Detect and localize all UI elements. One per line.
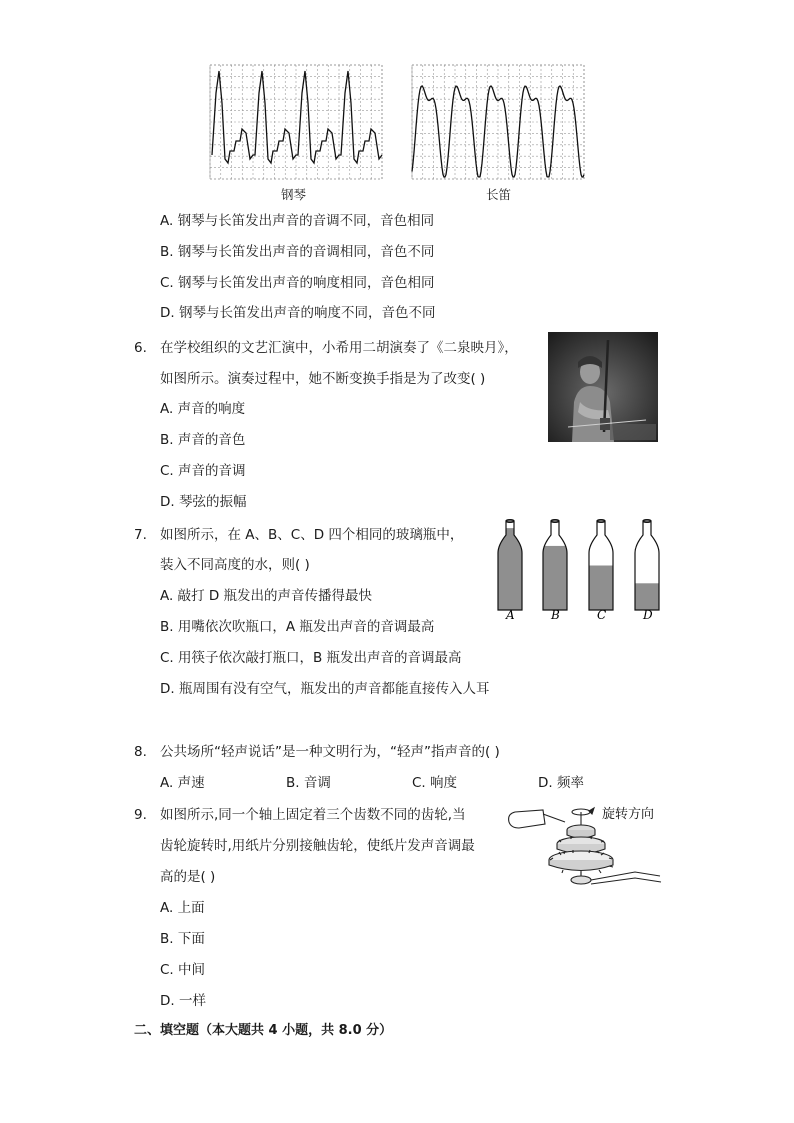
q9-stem-line1: 如图所示,同一个轴上固定着三个齿数不同的齿轮,当 bbox=[160, 807, 466, 823]
q7-option-c: C. 用筷子依次敲打瓶口，B 瓶发出声音的音调最高 bbox=[160, 650, 462, 666]
q5-option-b: B. 钢琴与长笛发出声音的音调相同，音色不同 bbox=[160, 244, 435, 260]
q8-option-b: B. 音调 bbox=[286, 775, 331, 791]
q9-option-c: C. 中间 bbox=[160, 962, 206, 978]
q8-number: 8. bbox=[134, 744, 147, 760]
q6-stem-line1: 在学校组织的文艺汇演中，小希用二胡演奏了《二泉映月》， bbox=[160, 340, 518, 356]
q6-option-c: C. 声音的音调 bbox=[160, 463, 246, 479]
flute-caption: 长笛 bbox=[486, 187, 512, 202]
bottle-label-c: C bbox=[597, 608, 607, 622]
section-heading: 二、填空题（本大题共 4 小题，共 8.0 分） bbox=[134, 1023, 393, 1038]
bottle-c bbox=[588, 520, 614, 623]
bottle-label-a: A bbox=[506, 608, 515, 622]
q6-option-d: D. 琴弦的振幅 bbox=[160, 494, 247, 510]
bottle-label-b: B bbox=[551, 608, 560, 622]
q7-option-d: D. 瓶周围有没有空气，瓶发出的声音都能直接传入人耳 bbox=[160, 681, 490, 697]
q8-option-d: D. 频率 bbox=[538, 775, 584, 791]
water-fill-d bbox=[634, 583, 660, 610]
flute-waveform-figure bbox=[410, 63, 586, 181]
q9-option-b: B. 下面 bbox=[160, 931, 205, 947]
rotation-direction-label: 旋转方向 bbox=[602, 807, 655, 822]
q8-stem: 公共场所“轻声说话”是一种文明行为，“轻声”指声音的( ) bbox=[160, 744, 500, 760]
q7-stem-line1: 如图所示，在 A、B、C、D 四个相同的玻璃瓶中， bbox=[160, 527, 464, 543]
bottle-a bbox=[497, 520, 523, 623]
q6-stem-line2: 如图所示。演奏过程中，她不断变换手指是为了改变( ) bbox=[160, 371, 486, 387]
q6-option-a: A. 声音的响度 bbox=[160, 401, 246, 417]
q6-option-b: B. 声音的音色 bbox=[160, 432, 246, 448]
piano-waveform-figure bbox=[208, 63, 384, 181]
q6-number: 6. bbox=[134, 340, 147, 356]
q8-option-a: A. 声速 bbox=[160, 775, 205, 791]
q9-option-a: A. 上面 bbox=[160, 900, 205, 916]
bottles-figure bbox=[490, 515, 670, 625]
q7-number: 7. bbox=[134, 527, 147, 543]
erhu-player-photo bbox=[548, 332, 658, 442]
bottle-b bbox=[542, 520, 568, 623]
q5-option-c: C. 钢琴与长笛发出声音的响度相同，音色相同 bbox=[160, 275, 435, 291]
q5-option-d: D. 钢琴与长笛发出声音的响度不同，音色不同 bbox=[160, 305, 436, 321]
q9-number: 9. bbox=[134, 807, 147, 823]
q7-option-a: A. 敲打 D 瓶发出的声音传播得最快 bbox=[160, 588, 373, 604]
water-fill-b bbox=[542, 546, 568, 610]
q9-stem-line2: 齿轮旋转时,用纸片分别接触齿轮，使纸片发声音调最 bbox=[160, 838, 475, 854]
q7-option-b: B. 用嘴依次吹瓶口，A 瓶发出声音的音调最高 bbox=[160, 619, 435, 635]
piano-caption: 钢琴 bbox=[281, 187, 307, 202]
water-fill-a bbox=[497, 528, 523, 610]
gears-figure bbox=[505, 800, 665, 895]
q9-stem-line3: 高的是( ) bbox=[160, 869, 216, 885]
q9-option-d: D. 一样 bbox=[160, 993, 206, 1009]
q7-stem-line2: 装入不同高度的水，则( ) bbox=[160, 557, 310, 573]
water-fill-c bbox=[588, 566, 614, 611]
q8-option-c: C. 响度 bbox=[412, 775, 458, 791]
bottle-d bbox=[634, 520, 660, 623]
bottle-label-d: D bbox=[643, 608, 653, 622]
q5-option-a: A. 钢琴与长笛发出声音的音调不同，音色相同 bbox=[160, 213, 435, 229]
